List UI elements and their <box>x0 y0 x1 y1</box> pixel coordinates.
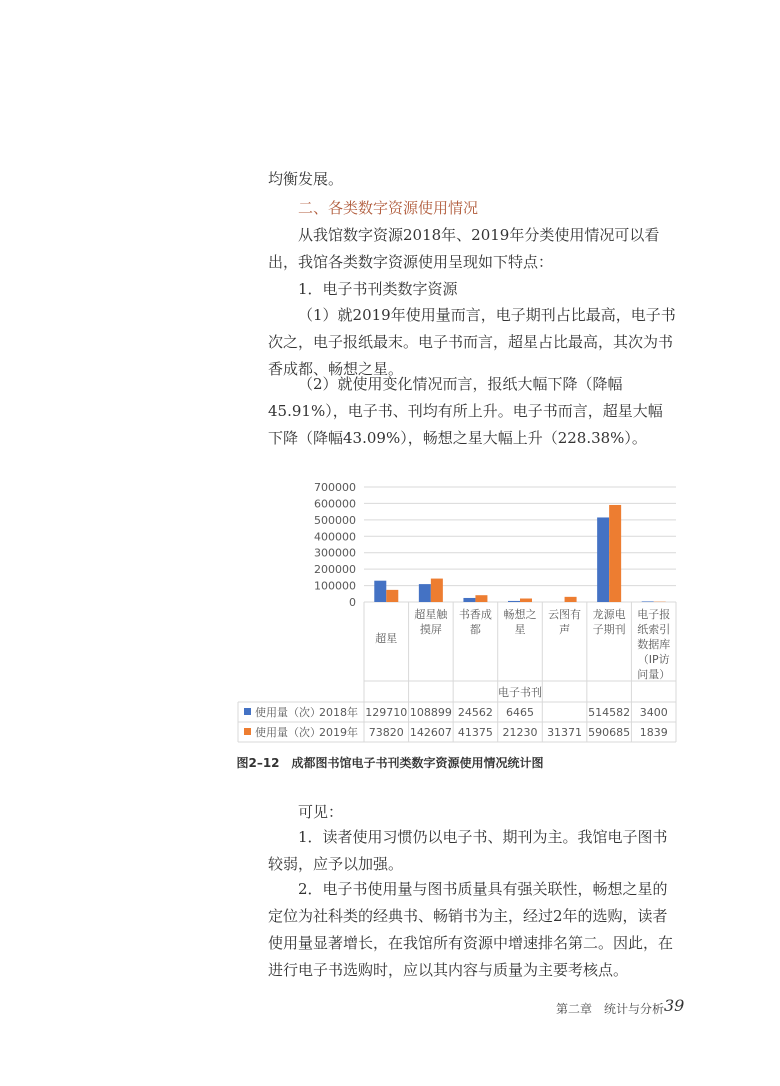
legend-year: 2018年 <box>319 706 358 719</box>
data-value: 590685 <box>588 726 631 739</box>
figure-caption: 图2–12 成都图书馆电子书刊类数字资源使用情况统计图 <box>236 756 544 770</box>
category-label: 超星 <box>375 632 398 645</box>
bar-2019 <box>386 590 398 602</box>
legend-label: 使用量（次） <box>255 726 321 739</box>
data-value: 31371 <box>547 726 583 739</box>
bar-2019 <box>475 595 487 602</box>
category-label: 超星触 <box>414 608 448 621</box>
chart-container <box>236 474 680 750</box>
bar-2018 <box>374 581 386 602</box>
paragraph-conclusion-2: 2．电子书使用量与图书质量具有强关联性，畅想之星的定位为社科类的经典书、畅销书为主，经过2年的选购，读者使用量显著增长，在我馆所有资源中增速排名第二。因此，在进行电子书选购时，应以其内容与质量为主要考核点。 <box>268 880 674 979</box>
category-label: 龙源电 <box>592 608 626 621</box>
paragraph-intro: 从我馆数字资源2018年、2019年分类使用情况可以看出，我馆各类数字资源使用呈现如下特点： <box>268 226 660 271</box>
y-tick-label: 600000 <box>314 497 356 511</box>
data-value: 41375 <box>457 726 493 739</box>
y-tick-label: 300000 <box>314 546 356 560</box>
y-tick-label: 400000 <box>314 530 356 544</box>
category-label: 子期刊 <box>592 623 626 636</box>
y-tick-label: 500000 <box>314 513 356 527</box>
group-label: 电子书刊 <box>498 686 542 699</box>
paragraph-conclusion-1: 1．读者使用习惯仍以电子书、期刊为主。我馆电子图书较弱，应予以加强。 <box>268 828 668 873</box>
bar-2018 <box>463 598 475 602</box>
category-label: 星 <box>514 623 526 636</box>
data-value: 108899 <box>409 706 452 719</box>
category-label: 书香成 <box>458 608 492 621</box>
subheading-ebook-resources: 1．电子书刊类数字资源 <box>298 280 458 298</box>
bar-2019 <box>520 599 532 602</box>
legend-swatch <box>244 728 251 735</box>
legend-year: 2019年 <box>319 726 358 739</box>
category-label: （IP访 <box>637 653 670 666</box>
category-label: 电子报 <box>637 608 671 621</box>
data-value: 24562 <box>457 706 493 719</box>
paragraph-point-2: （2）就使用变化情况而言，报纸大幅下降（降幅45.91%），电子书、刊均有所上升。电子书而言，超星大幅下降（降幅43.09%），畅想之星大幅上升（228.38%）。 <box>268 375 663 447</box>
paragraph-point-1: （1）就2019年使用量而言，电子期刊占比最高，电子书次之，电子报纸最末。电子书而言，超星占比最高，其次为书香成都、畅想之星。 <box>268 306 676 378</box>
bar-2018 <box>597 517 609 602</box>
category-label: 纸索引 <box>637 623 671 636</box>
data-value: 21230 <box>502 726 538 739</box>
legend-swatch <box>244 708 251 715</box>
bar-chart <box>236 474 680 750</box>
y-tick-label: 200000 <box>314 563 356 577</box>
category-label: 问量） <box>637 668 671 681</box>
bar-2018 <box>508 601 520 602</box>
bar-2018 <box>642 601 654 602</box>
data-value: 142607 <box>409 726 452 739</box>
data-value: 129710 <box>365 706 408 719</box>
y-tick-label: 700000 <box>314 481 356 494</box>
data-value: 514582 <box>588 706 631 719</box>
data-value: 73820 <box>368 726 404 739</box>
paragraph-continued: 均衡发展。 <box>268 170 344 188</box>
y-tick-label: 100000 <box>314 579 356 593</box>
page-number: 39 <box>664 996 685 1015</box>
data-value: 3400 <box>639 706 668 719</box>
category-label: 声 <box>559 623 571 636</box>
category-label: 数据库 <box>637 638 671 651</box>
chapter-footer: 第二章 统计与分析 <box>556 1002 665 1016</box>
section-heading: 二、各类数字资源使用情况 <box>298 199 479 217</box>
category-label: 畅想之 <box>503 608 537 621</box>
bar-2019 <box>431 579 443 602</box>
bar-2018 <box>419 584 431 602</box>
category-label: 摸屏 <box>419 623 442 636</box>
bar-2019 <box>609 505 621 602</box>
y-tick-label: 0 <box>349 596 356 609</box>
data-value: 6465 <box>506 706 534 719</box>
category-label: 都 <box>469 623 481 636</box>
category-label: 云图有 <box>548 608 582 621</box>
legend-label: 使用量（次） <box>255 706 321 719</box>
paragraph-conclusion-intro: 可见： <box>298 803 344 821</box>
bar-2019 <box>565 597 577 602</box>
data-value: 1839 <box>639 726 668 739</box>
